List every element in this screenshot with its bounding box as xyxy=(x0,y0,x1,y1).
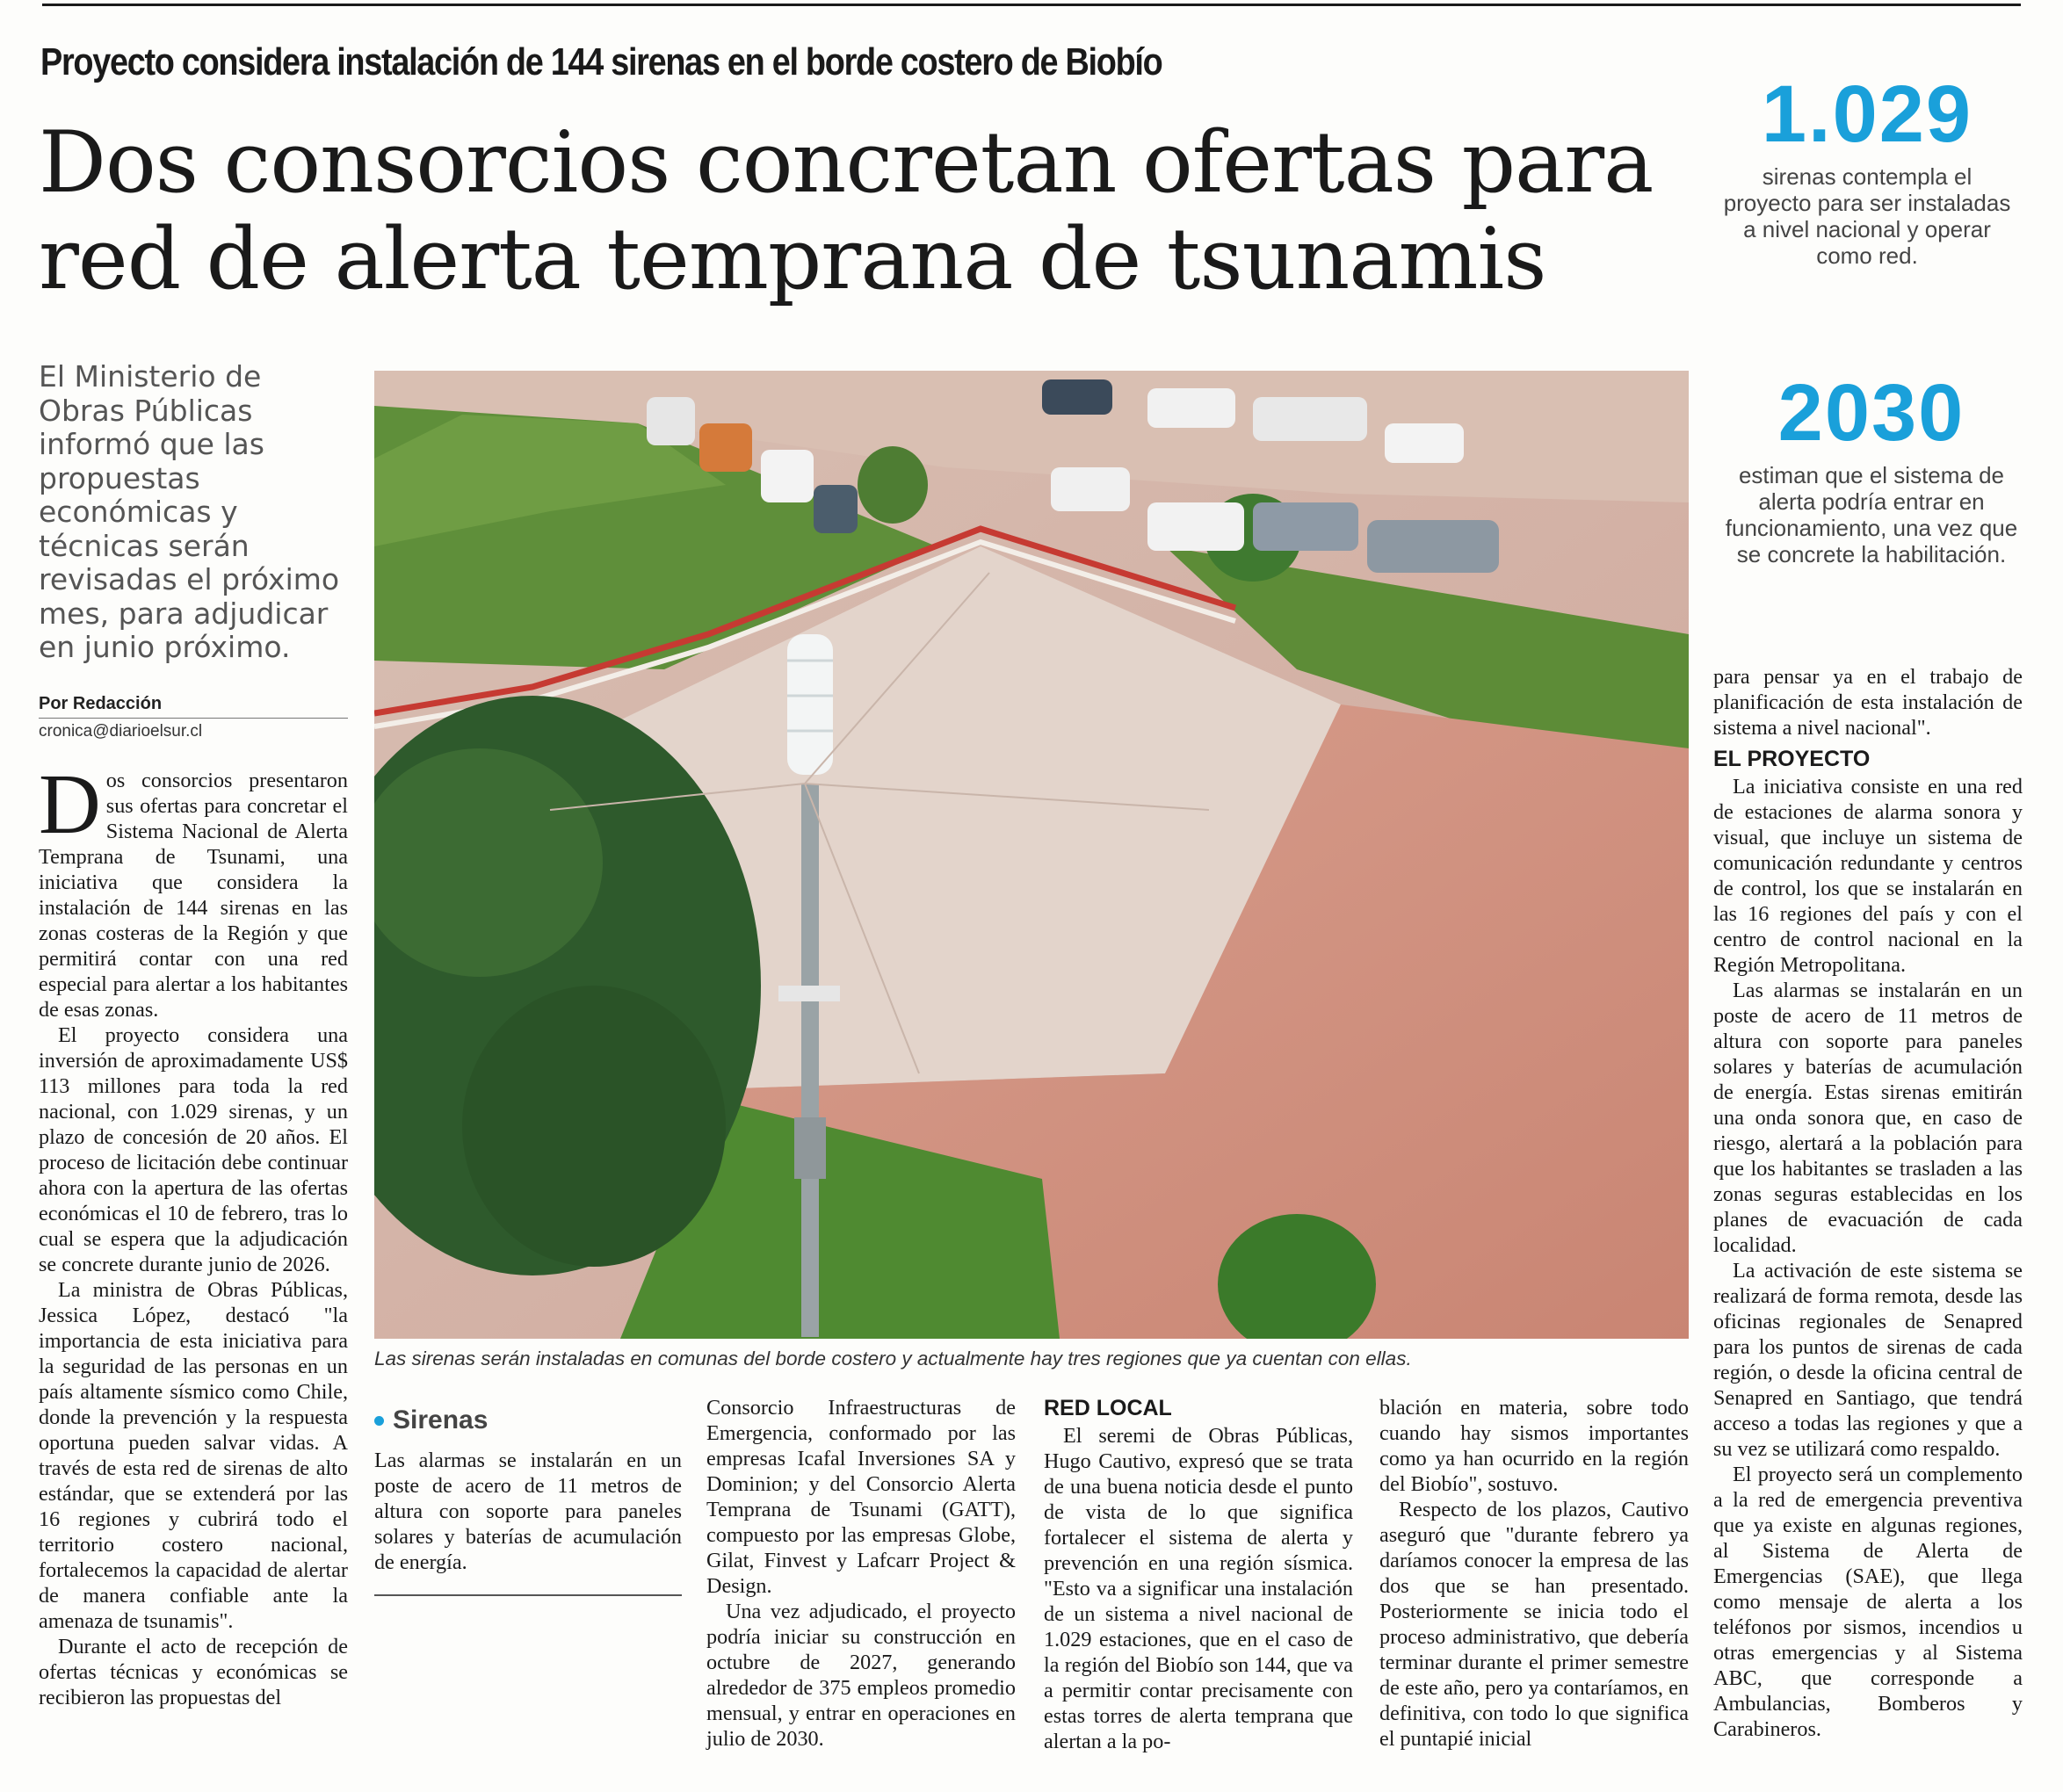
article-column-4 xyxy=(1044,1395,1353,1754)
article-paragraph: Respecto de los plazos, Cautivo aseguró que "durante febrero ya daríamos conocer la empresa de las dos que se han presentado. Posteriormente se inicia todo el proceso administrativo, que debería terminar durante el primer semestre de este año, pero ya contaríamos, en definitiva, con todo lo que significa el puntapié inicial xyxy=(1379,1498,1689,1751)
stat-sirens xyxy=(1722,70,2012,269)
section-subhead: EL PROYECTO xyxy=(1713,747,1871,771)
article-column-3 xyxy=(706,1395,1016,1752)
article-paragraph: El seremi de Obras Públicas, Hugo Cautivo, expresó que se trata de una buena noticia desde el punto de vista de lo que significa fortalecer el sistema de alerta y prevención en una región sísmica. "Esto va a significar una instalación de un sistema a nivel nacional de 1.029 estaciones, que en el caso de la región del Biobío son 144, que va a permitir contar precisamente con estas torres de alerta temprana que alertan a la po- xyxy=(1044,1424,1353,1753)
article-paragraph: Durante el acto de recepción de ofertas técnicas y económicas se recibieron las propuestas del xyxy=(39,1635,348,1709)
byline-author: Por Redacción xyxy=(39,694,348,719)
article-paragraph: Consorcio Infraestructuras de Emergencia, conformado por las empresas Icafal Inversiones SA y Dominion; y del Consorcio Alerta Temprana de Tsunami (GATT), compuesto por las empresas Globe, Gilat, Finvest y Lafcarr Project & Design. xyxy=(706,1396,1016,1598)
dropcap: D xyxy=(39,757,101,852)
siren-plaza-photo xyxy=(374,371,1689,1339)
kicker: Proyecto considera instalación de 144 sirenas en el borde costero de Biobío xyxy=(40,40,1162,83)
sidebar-text: Las alarmas se instalarán en un poste de acero de 11 metros de altura con soporte para paneles solares y baterías de acumulación de energía. xyxy=(374,1449,682,1574)
stat-description: sirenas contempla el proyecto para ser instaladas a nivel nacional y operar como red. xyxy=(1723,163,2011,269)
article-paragraph: Una vez adjudicado, el proyecto podría iniciar su construcción en octubre de 2027, generando alrededor de 375 empleos promedio mensual, y entrar en operaciones en julio de 2030. xyxy=(706,1600,1016,1751)
article-paragraph: La ministra de Obras Públicas, Jessica López, destacó "la importancia de esta iniciativa para la seguridad de las personas en un país altamente sísmico como Chile, donde la prevención y la respuesta oportuna pueden salvar vidas. A través de esta red de sirenas de alto estándar, que se extenderá por las 16 regiones y cubrirá todo el territorio costero nacional, fortalecemos la capacidad de alertar de manera confiable ante la amenaza de tsunamis". xyxy=(39,1278,348,1633)
article-paragraph: La iniciativa consiste en una red de estaciones de alarma sonora y visual, que incluye un sistema de comunicación redundante y centros de control, los que se instalarán en las 16 regiones del país y con el centro de control nacional en la Región Metropolitana. xyxy=(1713,775,2023,977)
section-subhead: RED LOCAL xyxy=(1044,1396,1172,1420)
article-paragraph: para pensar ya en el trabajo de planificación de esta instalación de sistema a nivel nacional". xyxy=(1713,665,2023,740)
top-rule xyxy=(42,4,2021,6)
stat-number: 2030 xyxy=(1777,368,1965,458)
article-paragraph: La activación de este sistema se realizará de forma remota, desde las oficinas regionales de Senapred para los puntos de sirenas de cada región, o desde la oficina central de Senapred en Santiago, que tendrá acceso a todas las regiones y que a su vez se utilizará como respaldo. xyxy=(1713,1259,2023,1461)
article-paragraph: Las alarmas se instalarán en un poste de acero de 11 metros de altura con soporte para paneles solares y baterías de acumulación de energía. Estas sirenas emitirán una onda sonora que, en caso de riesgo, alertará a la población para que los habitantes se trasladen a las zonas seguras establecidas en los planes de evacuación de cada localidad. xyxy=(1713,979,2023,1257)
bullet-icon xyxy=(374,1416,384,1426)
headline: Dos consorcios concretan ofertas para red de alerta temprana de tsunamis xyxy=(39,113,1654,308)
stat-description: estiman que el sistema de alerta podría entrar en funcionamiento, una vez que se concrete la habilitación. xyxy=(1725,462,2018,567)
article-paragraph: Dos consorcios presentaron sus ofertas para concretar el Sistema Nacional de Alerta Temprana de Tsunami, una iniciativa que considera la instalación de 144 sirenas en las zonas costeras de la Región y que permitirá contar con una red especial para alertar a los habitantes de esas zonas. xyxy=(39,757,348,1022)
article-column-6 xyxy=(1713,664,2023,1742)
sidebar-rule xyxy=(374,1594,682,1596)
article-paragraph: El proyecto será un complemento a la red de emergencia preventiva que ya existe en algunas regiones, al Sistema de Alerta de Emergencias (SAE), que llega como mensaje de alerta a los teléfonos por sismos, incendios u otras emergencias y al Sistema ABC, que corresponde a Ambulancias, Bomberos y Carabineros. xyxy=(1713,1463,2023,1741)
article-column-5 xyxy=(1379,1395,1689,1752)
article-photo xyxy=(374,371,1689,1339)
article-paragraph: blación en materia, sobre todo cuando hay sismos importantes como ya han ocurrido en la región del Biobío", sostuvo. xyxy=(1379,1396,1689,1496)
article-paragraph: El proyecto considera una inversión de aproximadamente US$ 113 millones para toda la red nacional, con 1.029 sirenas, y un plazo de concesión de 20 años. El proceso de licitación debe continuar ahora con la apertura de las ofertas económicas el 10 de febrero, tras lo cual se espera que la adjudicación se concrete durante junio de 2026. xyxy=(39,1023,348,1276)
stat-number: 1.029 xyxy=(1761,69,1973,159)
byline xyxy=(39,694,348,741)
photo-caption: Las sirenas serán instaladas en comunas del borde costero y actualmente hay tres regiones que ya cuentan con ellas. xyxy=(374,1348,1412,1369)
article-column-1 xyxy=(39,757,348,1710)
sidebar-sirenas xyxy=(374,1405,682,1596)
lede: El Ministerio de Obras Públicas informó que las propuestas económicas y técnicas serán revisadas el próximo mes, para adjudicar en junio próximo. xyxy=(39,359,340,664)
sidebar-title xyxy=(374,1405,682,1435)
sidebar-title-text: Sirenas xyxy=(393,1405,489,1434)
byline-email[interactable]: cronica@diarioelsur.cl xyxy=(39,722,203,741)
stat-year xyxy=(1718,369,2025,567)
